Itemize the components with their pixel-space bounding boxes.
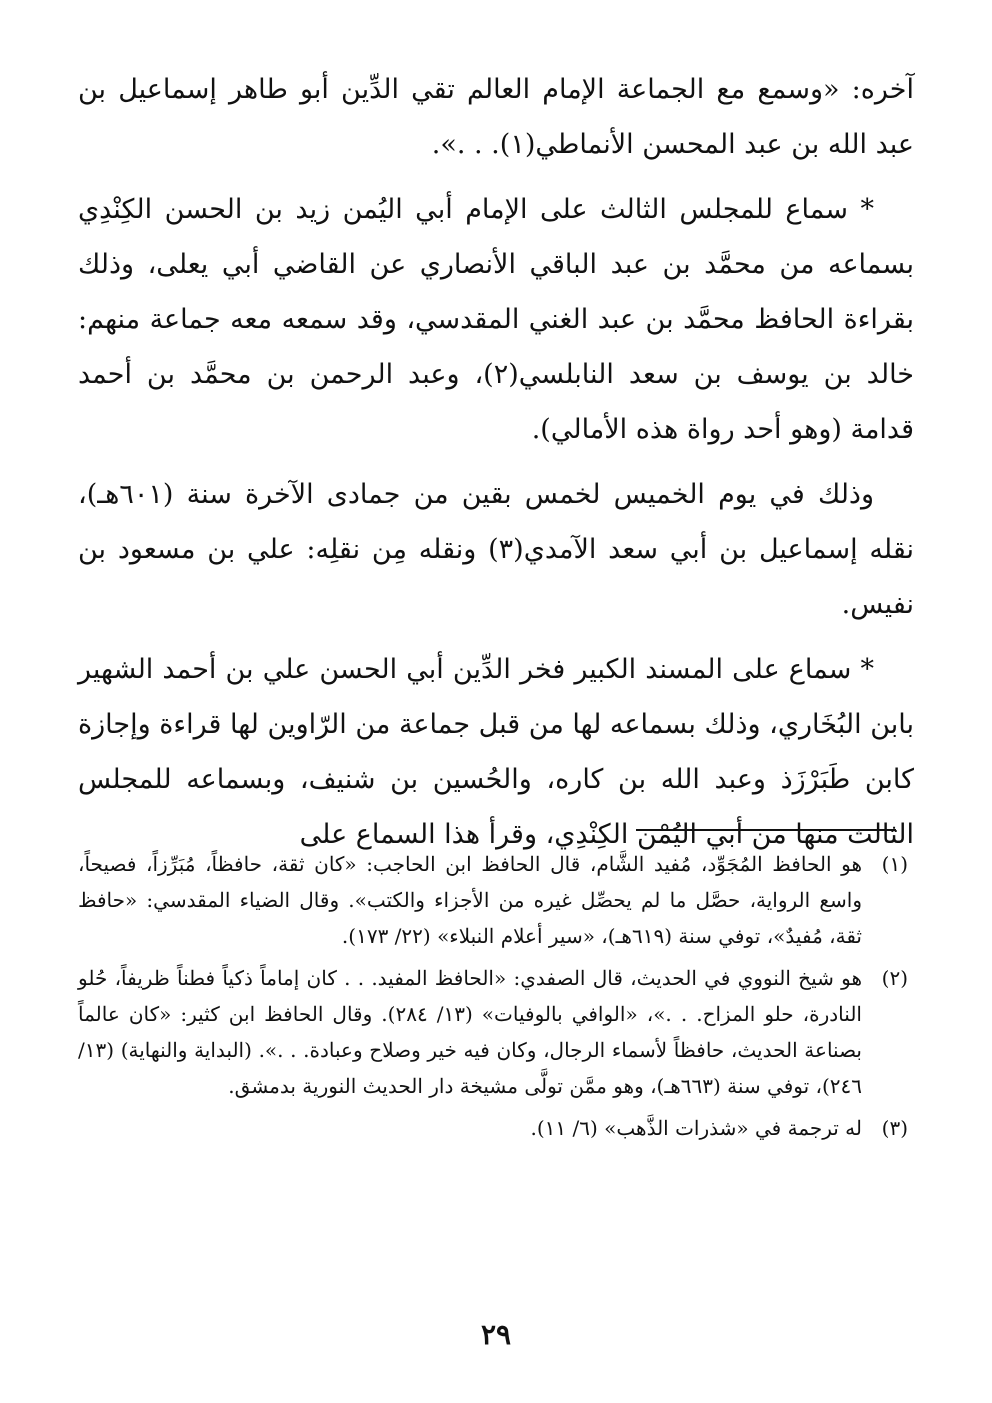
- footnote-number: (٣): [881, 1116, 908, 1140]
- footnote-text: هو شيخ النووي في الحديث، قال الصفدي: «الحافظ المفيد. . . كان إماماً ذكياً فطناً ظريفاً، حُلو النادرة، حلو المزاح. . .»، «الوافي بالوفيات» (١٣/ ٢٨٤). وقال الحافظ ابن كثير: «كان عالماً بصناعة الحديث، حافظاً لأسماء الرجال، وكان فيه خير وصلاح وعبادة. . .». (البداية والنهاية) (١٣/ ٢٤٦)، توفي سنة (٦٦٣هـ)، وهو ممَّن تولَّى مشيخة دار الحديث النورية بدمشق.: [78, 966, 862, 1098]
- footnote-divider: [636, 829, 896, 831]
- main-text: [78, 62, 914, 862]
- paragraph-1: آخره: «وسمع مع الجماعة الإمام العالم تقي الدِّين أبو طاهر إسماعيل بن عبد الله بن عبد المحسن الأنماطي(١). . .».: [78, 74, 914, 160]
- footnotes: [78, 846, 908, 1152]
- footnote-2: [78, 960, 908, 1104]
- paragraph-4: * سماع على المسند الكبير فخر الدِّين أبي الحسن علي بن أحمد الشهير بابن البُخَاري، وذلك بسماعه لها من قبل جماعة من الرّاوين لها قراءة وإجازة كابن طَبَرْزَذ وعبد الله بن كاره، والحُسين بن شنيف، وبسماعه للمجلس الثالث منها من أبي اليُمْن الكِنْدِي، وقرأ هذا السماع على: [78, 654, 914, 850]
- footnote-1: [78, 846, 908, 954]
- footnote-text: له ترجمة في «شذرات الذَّهب» (٦/ ١١).: [530, 1116, 862, 1140]
- footnote-3: [78, 1110, 908, 1146]
- footnote-text: هو الحافظ المُجَوِّد، مُفيد الشَّام، قال الحافظ ابن الحاجب: «كان ثقة، حافظاً، مُبَرِّزاً، فصيحاً، واسع الرواية، حصَّل ما لم يحصِّل غيره من الأجزاء والكتب». وقال الضياء المقدسي: «حافظ ثقة، مُفيدٌ»، توفي سنة (٦١٩هـ)، «سير أعلام النبلاء» (٢٢/ ١٧٣).: [78, 852, 862, 948]
- footnote-number: (١): [881, 852, 908, 876]
- paragraph-2: * سماع للمجلس الثالث على الإمام أبي اليُمن زيد بن الحسن الكِنْدِي بسماعه من محمَّد بن عبد الباقي الأنصاري عن القاضي أبي يعلى، وذلك بقراءة الحافظ محمَّد بن عبد الغني المقدسي، وقد سمعه معه جماعة منهم: خالد بن يوسف بن سعد النابلسي(٢)، وعبد الرحمن بن محمَّد بن أحمد قدامة (وهو أحد رواة هذه الأمالي).: [78, 194, 914, 445]
- page-number: ٢٩: [480, 1318, 512, 1351]
- footnote-number: (٢): [881, 966, 908, 990]
- paragraph-3: وذلك في يوم الخميس لخمس بقين من جمادى الآخرة سنة (٦٠١هـ)، نقله إسماعيل بن أبي سعد الآمدي(٣) ونقله مِن نقلِه: علي بن مسعود بن نفيس.: [78, 479, 915, 620]
